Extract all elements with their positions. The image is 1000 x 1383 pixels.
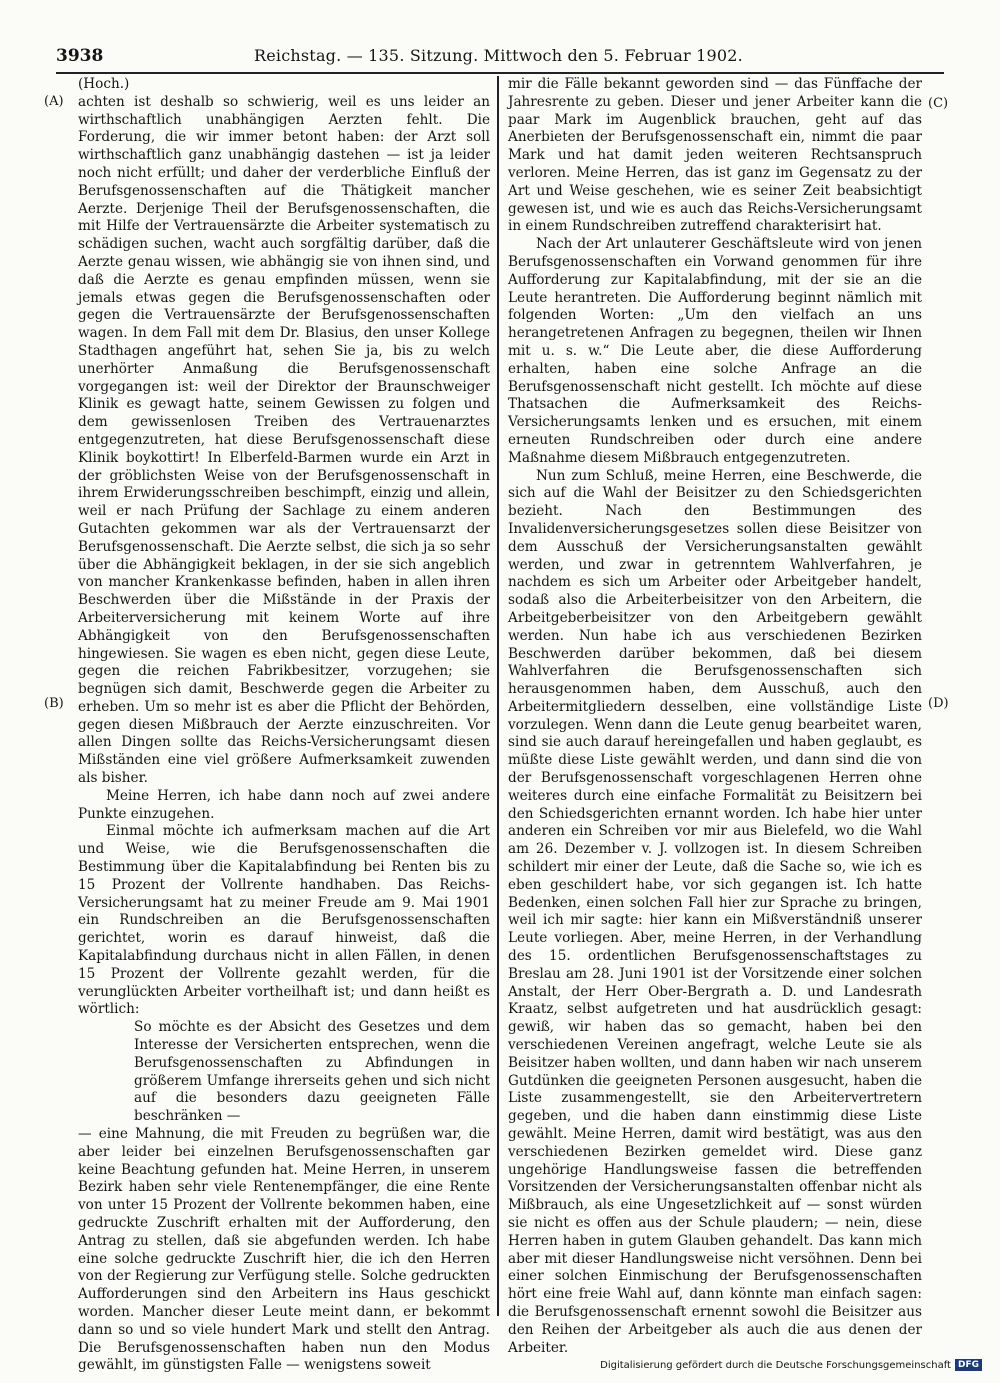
page-header [56, 44, 944, 74]
column-divider [497, 76, 499, 1316]
running-head: Reichstag. — 135. Sitzung. Mittwoch den 5. Februar 1902. [254, 46, 743, 65]
paragraph: mir die Fälle bekannt geworden sind — das Fünffache der Jahresrente zu geben. Dieser und jener Arbeiter kann die paar Mark im Augenblick brauchen, geht auf das Anerbieten der Berufsgenossenschaft ein, nimmt die paar Mark und hat damit jeden weiteren Rechtsanspruch verloren. Meine Herren, das ist ganz im Gegensatz zu der Art und Weise geschehen, wie es seiner Zeit beabsichtigt gewesen ist, und wie es auch das Reichs-Versicherungsamt in einem Rundschreiben zutreffend charakterisirt hat. [508, 76, 922, 235]
page-footer [600, 1359, 982, 1371]
margin-marker-d: (D) [928, 696, 949, 711]
paragraph: Nach der Art unlauterer Geschäftsleute wird von jenen Berufsgenossenschaften ein Vorwand genommen für ihre Aufforderung zur Kapitalabfindung, mit der sie an die Leute herantreten. Die Aufforderung beginnt nämlich mit folgenden Worten: „Um den vielfach an uns herangetretenen Anfragen zu begegnen, theilen wir Ihnen mit u. s. w.“ Die Leute aber, die diese Aufforderung erhalten, haben eine solche Anfrage an die Berufsgenossenschaft nicht gestellt. Ich möchte auf diese Thatsachen die Aufmerksamkeit des Reichs-Versicherungsamts lenken und es ersuchen, mit einem erneuten Rundschreiben oder durch eine andere Maßnahme diesem Mißbrauch entgegenzutreten. [508, 236, 922, 466]
paragraph: — eine Mahnung, die mit Freuden zu begrüßen war, die aber leider bei einzelnen Berufsgenossenschaften gar keine Beachtung gefunden hat. Meine Herren, in unserem Bezirk haben sehr viele Rentenempfänger, die eine Rente von unter 15 Prozent der Vollrente bekommen haben, eine gedruckte Zuschrift erhalten mit der Aufforderung, den Antrag zu stellen, daß sie abgefunden werden. Ich habe eine solche gedruckte Zuschrift hier, die ich den Herren von der Regierung zur Verfügung stelle. Solche gedruckten Aufforderungen sind den Arbeitern ins Haus geschickt worden. Mancher dieser Leute meint dann, er bekommt dann so und so viele hundert Mark und stellt den Antrag. Die Berufsgenossenschaften haben nun den Modus gewählt, im günstigsten Falle — wenigstens soweit [78, 1126, 490, 1374]
left-column [78, 76, 490, 1375]
footer-credit: Digitalisierung gefördert durch die Deutsche Forschungsgemeinschaft [600, 1359, 951, 1371]
paragraph: achten ist deshalb so schwierig, weil es uns leider an wirthschaftlich unabhängigen Aerzten fehlt. Die Forderung, die wir immer betont haben: der Arzt soll wirthschaftlich ganz unabhängig dastehen — ist ja leider noch nicht erfüllt; und daher der verderbliche Einfluß der Berufsgenossenschaften auf die Thätigkeit mancher Aerzte. Derjenige Theil der Berufsgenossenschaften, die mit Hilfe der Vertrauensärzte die Arbeiter systematisch zu schädigen suchen, wacht auch sorgfältig darüber, daß die Aerzte genau wissen, wie abhängig sie von ihnen sind, und daß die Aerzte es genau empfinden müssen, wenn sie jemals etwas gegen die Berufsgenossenschaften oder gegen die Vertrauensärzte der Berufsgenossenschaften wagen. In dem Fall mit dem Dr. Blasius, den unser Kollege Stadthagen angeführt hat, sehen Sie ja, bis zu welch unerhörter Anmaßung die Berufsgenossenschaft vorgegangen ist: weil der Direktor der Braunschweiger Klinik es gewagt hatte, seinem Gewissen zu folgen und dem gewissenlosen Treiben des Vertrauenarztes entgegenzutreten, hat diese Berufsgenossenschaft diese Klinik boykottirt! In Elberfeld-Barmen wurde ein Arzt in der gröblichsten Weise von der Berufsgenossenschaft in ihrem Erwiderungsschreiben beschimpft, einzig und allein, weil er nach Prüfung der Sachlage zu einem anderen Gutachten gekommen war als der Vertrauensarzt der Berufsgenossenschaft. Die Aerzte selbst, die sich ja so sehr über die Abhängigkeit beklagen, in der sie sich angeblich von mancher Krankenkasse befinden, haben in allen ihren Beschwerden über die Mißstände in der Praxis der Arbeiterversicherung mit keinem Worte auf ihre Abhängigkeit von den Berufsgenossenschaften hingewiesen. Sie wagen es eben nicht, gegen diese Leute, gegen die reichen Fabrikbesitzer, vorzugehen; sie begnügen sich damit, Beschwerde gegen die Arbeiter zu erheben. Um so mehr ist es aber die Pflicht der Behörden, gegen diesen Mißbrauch der Aerzte einzuschreiten. Vor allen Dingen sollte das Reichs-Versicherungsamt diesen Mißständen eine viel größere Aufmerksamkeit zuwenden als bisher. [78, 93, 490, 787]
margin-marker-a: (A) [44, 94, 64, 109]
margin-marker-c: (C) [928, 96, 949, 111]
paragraph: Nun zum Schluß, meine Herren, eine Beschwerde, die sich auf die Wahl der Beisitzer zu den Schiedsgerichten bezieht. Nach den Bestimmungen des Invalidenversicherungsgesetzes sollen diese Beisitzer von dem Ausschuß der Versicherungsanstalten gewählt werden, und zwar in getrenntem Wahlverfahren, je nachdem es sich um Arbeiter oder Arbeitgeber handelt, sodaß also die Arbeiterbeisitzer von den Arbeitern, die Arbeitgeberbeisitzer von den Arbeitgebern gewählt werden. Nun habe ich aus verschiedenen Bezirken Beschwerden darüber bekommen, daß bei diesem Wahlverfahren die Berufsgenossenschaften sich herausgenommen haben, dem Ausschuß, auch den Arbeitermitgliedern desselben, eine vollständige Liste vorzulegen. Wenn dann die Leute genug bearbeitet waren, sind sie auch darauf hereingefallen und haben geglaubt, es müßte diese Liste gewählt werden, und dann sind die von der Berufsgenossenschaft vorgeschlagenen Herren ohne weiteres durch eine einfache Formalität zu Beisitzern bei den Schiedsgerichten ernannt worden. Ich habe hier unter anderen ein Schreiben vor mir aus Bielefeld, wo die Wahl am 26. Dezember v. J. vollzogen ist. In diesem Schreiben schildert mir einer der Leute, daß die Sache so, wie ich es eben geschildert habe, vor sich gegangen ist. Ich hatte Bedenken, einen solchen Fall hier zur Sprache zu bringen, weil ich mir sagte: hier kann ein Mißverständniß unserer Leute vorliegen. Aber, meine Herren, in der Verhandlung des 15. ordentlichen Berufsgenossenschaftstages zu Breslau am 28. Juni 1901 ist der Vorsitzende einer solchen Anstalt, der Herr Ober-Bergrath a. D. und Landesrath Kraatz, selbst aufgetreten und hat ausdrücklich gesagt: gewiß, wir haben das so gemacht, haben bei den verschiedenen Vereinen angefragt, welche Leute sie als Beisitzer haben wollten, und dann haben wir nach unserem Gutdünken die geeigneten Personen ausgesucht, haben die Liste zusammengestellt, sie den Arbeitervertretern gegeben, und die haben dann einstimmig diese Liste gewählt. Meine Herren, damit wird bestätigt, was aus den verschiedenen Bezirken gemeldet wird. Diese ganz ungehörige Handlungsweise fassen die betreffenden Vorsitzenden der Versicherungsanstalten offenbar nicht als Mißbrauch, als eine Ungesetzlichkeit auf — sonst würden sie nicht es offen aus der Schule plaudern; — nein, diese Herren haben in gutem Glauben gehandelt. Das kann mich aber mit dieser Handlungsweise nicht versöhnen. Denn bei einer solchen Einmischung der Berufsgenossenschaften hört eine freie Wahl auf, dann könnte man einfach sagen: die Berufsgenossenschaft ernennt sowohl die Beisitzer aus den Reihen der Arbeitgeber als auch die aus denen der Arbeiter. [508, 467, 922, 1356]
right-column [508, 76, 922, 1357]
margin-marker-b: (B) [44, 696, 64, 711]
paragraph: Einmal möchte ich aufmerksam machen auf die Art und Weise, wie die Berufsgenossenschaften die Bestimmung über die Kapitalabfindung bei Renten bis zu 15 Prozent der Vollrente handhaben. Das Reichs-Versicherungsamt hat zu meiner Freude am 9. Mai 1901 ein Rundschreiben an die Berufsgenossenschaften gerichtet, worin es darauf hinweist, daß die Kapitalabfindung durchaus nicht in allen Fällen, in denen 15 Prozent der Vollrente gezahlt werden, für die verunglückten Arbeiter vortheilhaft ist; und dann heißt es wörtlich: [78, 823, 490, 1018]
dfg-logo: DFG [955, 1359, 982, 1371]
page-number: 3938 [56, 46, 104, 66]
speaker-label: (Hoch.) [78, 76, 130, 92]
quotation: So möchte es der Absicht des Gesetzes und dem Interesse der Versicherten entsprechen, wenn die Berufsgenossenschaften zu Abfindungen in größerem Umfange ihrerseits gehen und sich nicht auf die besonders dazu geeigneten Fälle beschränken — [134, 1019, 490, 1125]
paragraph: Meine Herren, ich habe dann noch auf zwei andere Punkte einzugehen. [78, 787, 490, 822]
